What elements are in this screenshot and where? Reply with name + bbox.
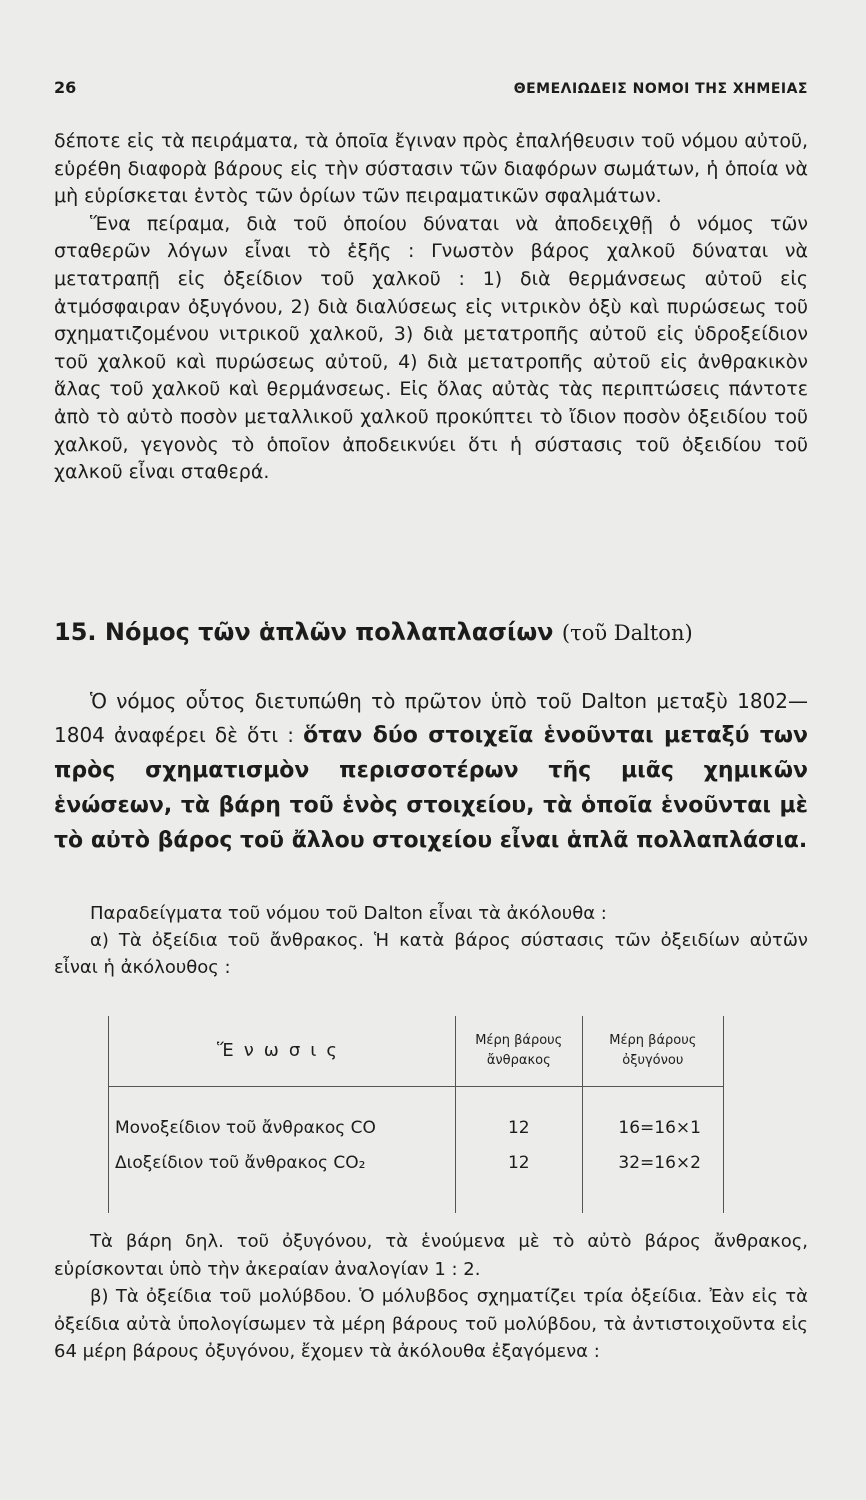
header-oxygen-line1: Μέρη βάρους (609, 1033, 697, 1048)
header-oxygen (582, 1016, 723, 1087)
paragraph-text: β) Τὰ ὀξείδια τοῦ μολύβδου. Ὁ μόλυβδος σχηματίζει τρία ὀξείδια. Ἐὰν εἰς τὰ ὀξείδια αὐτὰ ὑπολογίσωμεν τὰ μέρη βάρους τοῦ μολύβδου, τὰ ἀντιστοιχοῦντα εἰς 64 μέρη βάρους ὀξυγόνου, ἔχομεν τὰ ἀκόλουθα ἐξαγόμενα : (54, 1286, 808, 1362)
header-carbon-line2: ἄνθρακος (486, 1053, 551, 1068)
paragraph-constant-proportions (54, 128, 808, 487)
running-header (54, 78, 808, 97)
carbon-parts: 12 (455, 1147, 582, 1213)
table-row (109, 1109, 724, 1147)
paragraph-text: Παραδείγματα τοῦ νόμου τοῦ Dalton εἶναι τὰ ἀκόλουθα : (90, 903, 607, 924)
table-header-row (109, 1016, 724, 1087)
section-title: Νόμος τῶν ἁπλῶν πολλαπλασίων (104, 618, 554, 646)
paragraph-dalton-law (54, 684, 808, 858)
page-number: 26 (54, 78, 77, 97)
compound-name: Μονοξείδιον τοῦ ἄνθρακος CO (109, 1109, 456, 1147)
paragraph-ratio-and-lead (54, 1228, 808, 1366)
paragraph-text: Ἕνα πείραμα, διὰ τοῦ ὁποίου δύναται νὰ ἀποδειχθῇ ὁ νόμος τῶν σταθερῶν λόγων εἶναι τὸ ἑξῆς : Γνωστὸν βάρος χαλκοῦ δύναται νὰ μετατραπῇ εἰς ὀξείδιον τοῦ χαλκοῦ : 1) διὰ θερμάνσεως αὐτοῦ εἰς ἀτμόσφαιραν ὀξυγόνου, 2) διὰ διαλύσεως εἰς νιτρικὸν ὀξὺ καὶ πυρώσεως τοῦ σχηματιζομένου νιτρικοῦ χαλκοῦ, 3) διὰ μετατροπῆς αὐτοῦ εἰς ὑδροξείδιον τοῦ χαλκοῦ καὶ πυρώσεως αὐτοῦ, 4) διὰ μετατροπῆς αὐτοῦ εἰς ἀνθρακικὸν ἅλας τοῦ χαλκοῦ καὶ θερμάνσεως. Εἰς ὅλας αὐτὰς τὰς περιπτώσεις πάντοτε ἀπὸ τὸ αὐτὸ ποσὸν μεταλλικοῦ χαλκοῦ προκύπτει τὸ ἴδιον ποσὸν ὀξειδίου τοῦ χαλκοῦ, γεγονὸς τὸ ὁποῖον ἀποδεικνύει ὅτι ἡ σύστασις τοῦ ὀξειδίου τοῦ χαλκοῦ εἶναι σταθερά. (54, 212, 808, 484)
header-carbon (455, 1016, 582, 1087)
table-row (109, 1147, 724, 1213)
header-carbon-line1: Μέρη βάρους (475, 1033, 563, 1048)
oxygen-parts: 32=16×2 (582, 1147, 723, 1213)
paragraph-text: Τὰ βάρη δηλ. τοῦ ὀξυγόνου, τὰ ἑνούμενα μὲ τὸ αὐτὸ βάρος ἄνθρακος, εὑρίσκονται ὑπὸ τὴν ἀκεραίαν ἀναλογίαν 1 : 2. (54, 1231, 808, 1280)
section-heading (54, 618, 808, 646)
table-spacer-row (109, 1087, 724, 1110)
paragraph-examples (54, 900, 808, 981)
section-number: 15. (54, 618, 97, 646)
header-oxygen-line2: ὀξυγόνου (622, 1053, 684, 1068)
law-intro: Ὁ νόμος οὗτος διετυπώθη τὸ πρῶτον ὑπὸ τοῦ Dalton μεταξὺ 1802—1804 ἀναφέρει δὲ ὅτι : (54, 689, 808, 747)
header-compound: Ἕνωσις (109, 1016, 456, 1087)
paragraph-text: α) Τὰ ὀξείδια τοῦ ἄνθρακος. Ἡ κατὰ βάρος σύστασις τῶν ὀξειδίων αὐτῶν εἶναι ἡ ἀκόλουθος : (54, 930, 808, 978)
paragraph-text: δέποτε εἰς τὰ πειράματα, τὰ ὁποῖα ἔγιναν πρὸς ἐπαλήθευσιν τοῦ νόμου αὐτοῦ, εὑρέθη διαφορὰ βάρους εἰς τὴν σύστασιν τῶν διαφόρων σωμάτων, ἡ ὁποία νὰ μὴ εὑρίσκεται ἐντὸς τῶν ὁρίων τῶν πειραματικῶν σφαλμάτων. (54, 130, 808, 208)
compound-name: Διοξείδιον τοῦ ἄνθρακος CO₂ (109, 1147, 456, 1213)
carbon-parts: 12 (455, 1109, 582, 1147)
section-subtitle: (τοῦ Dalton) (561, 621, 693, 645)
carbon-oxides-table (108, 1016, 724, 1213)
running-title: ΘΕΜΕΛΙΩΔΕΙΣ ΝΟΜΟΙ ΤΗΣ ΧΗΜΕΙΑΣ (513, 81, 808, 97)
paragraph-text (54, 684, 808, 858)
law-statement: ὅταν δύο στοιχεῖα ἑνοῦνται μεταξύ των πρὸς σχηματισμὸν περισσοτέρων τῆς μιᾶς χημικῶν ἑνώσεων, τὰ βάρη τοῦ ἑνὸς στοιχείου, τὰ ὁποῖα ἑνοῦνται μὲ τὸ αὐτὸ βάρος τοῦ ἄλλου στοιχείου εἶναι ἁπλᾶ πολλαπλάσια. (54, 723, 809, 853)
oxygen-parts: 16=16×1 (582, 1109, 723, 1147)
